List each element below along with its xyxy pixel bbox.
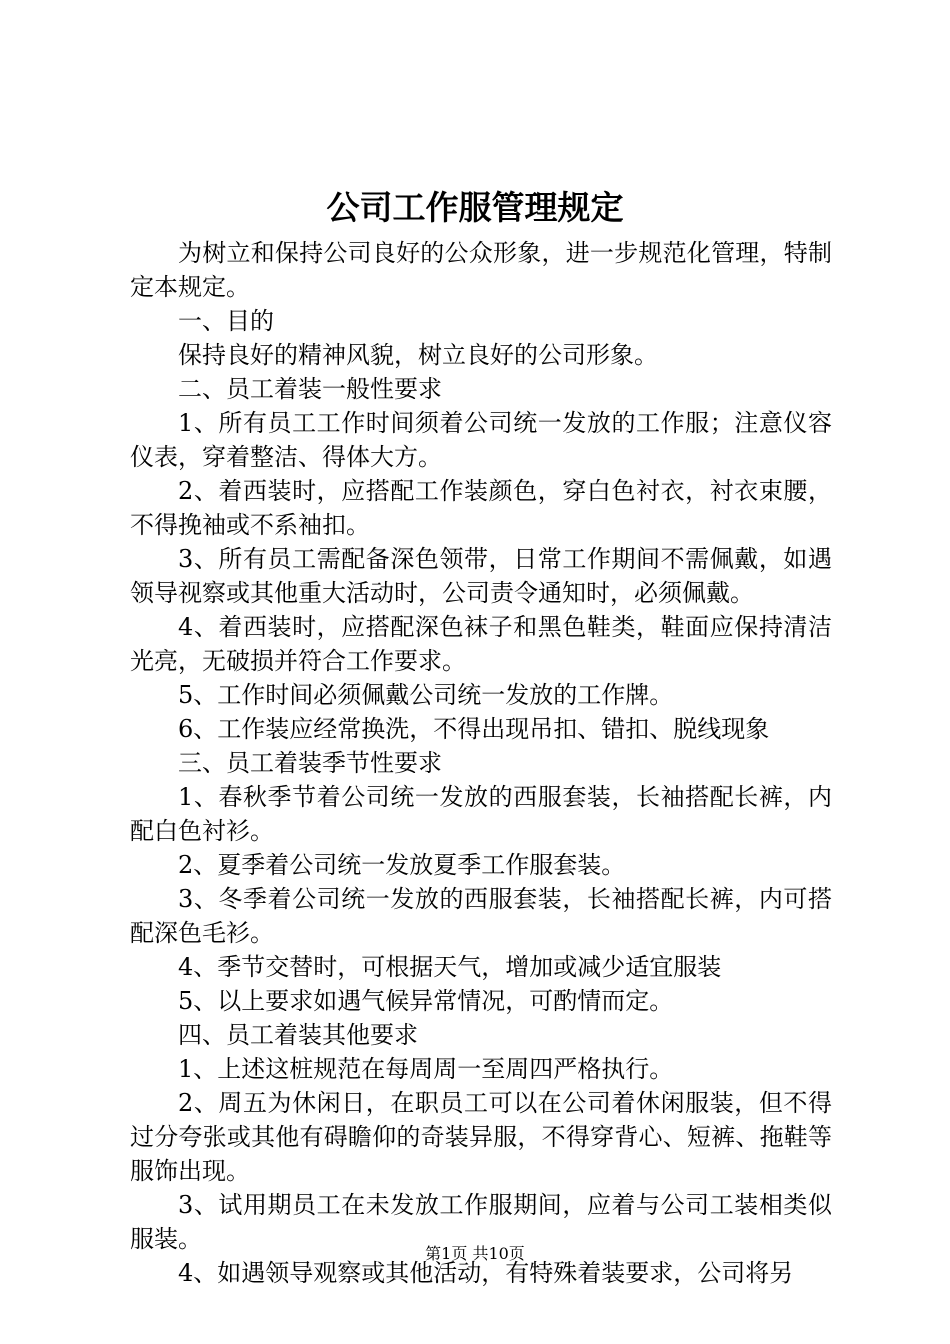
section-heading-other: 四、员工着装其他要求 [178, 1021, 418, 1049]
section-heading-purpose: 一、目的 [178, 307, 274, 335]
paragraph: 1、所有员工工作时间须着公司统一发放的工作服；注意仪容仪表，穿着整洁、得体大方。 [130, 409, 832, 471]
document-title: 公司工作服管理规定 [326, 188, 624, 227]
page-number-footer: 第1页 共10页 [425, 1244, 525, 1263]
paragraph: 2、着西装时，应搭配工作装颜色，穿白色衬衣，衬衣束腰，不得挽袖或不系袖扣。 [130, 477, 832, 539]
paragraph: 4、如遇领导观察或其他活动，有特殊着装要求，公司将另 [178, 1259, 794, 1287]
paragraph: 5、以上要求如遇气候异常情况，可酌情而定。 [178, 987, 674, 1015]
paragraph: 5、工作时间必须佩戴公司统一发放的工作牌。 [178, 681, 674, 709]
paragraph: 2、夏季着公司统一发放夏季工作服套装。 [178, 851, 626, 879]
paragraph: 3、试用期员工在未发放工作服期间，应着与公司工装相类似服装。 [130, 1191, 832, 1253]
paragraph-intro: 为树立和保持公司良好的公众形象，进一步规范化管理，特制定本规定。 [130, 239, 832, 301]
document-body [130, 236, 832, 1290]
paragraph: 4、季节交替时，可根据天气，增加或减少适宜服装 [178, 953, 722, 981]
paragraph: 3、冬季着公司统一发放的西服套装，长袖搭配长裤，内可搭配深色毛衫。 [130, 885, 832, 947]
paragraph: 1、春秋季节着公司统一发放的西服套装，长袖搭配长裤，内配白色衬衫。 [130, 783, 832, 845]
paragraph: 3、所有员工需配备深色领带，日常工作期间不需佩戴，如遇领导视察或其他重大活动时，公司责令通知时，必须佩戴。 [130, 545, 832, 607]
section-heading-seasonal: 三、员工着装季节性要求 [178, 749, 442, 777]
paragraph: 4、着西装时，应搭配深色袜子和黑色鞋类，鞋面应保持清洁光亮，无破损并符合工作要求。 [130, 613, 832, 675]
paragraph: 6、工作装应经常换洗，不得出现吊扣、错扣、脱线现象 [178, 715, 770, 743]
paragraph: 保持良好的精神风貌，树立良好的公司形象。 [178, 341, 658, 369]
paragraph: 1、上述这桩规范在每周周一至周四严格执行。 [178, 1055, 674, 1083]
paragraph: 2、周五为休闲日，在职员工可以在公司着休闲服装，但不得过分夸张或其他有碍瞻仰的奇装异服，不得穿背心、短裤、拖鞋等服饰出现。 [130, 1089, 832, 1185]
section-heading-general: 二、员工着装一般性要求 [178, 375, 442, 403]
